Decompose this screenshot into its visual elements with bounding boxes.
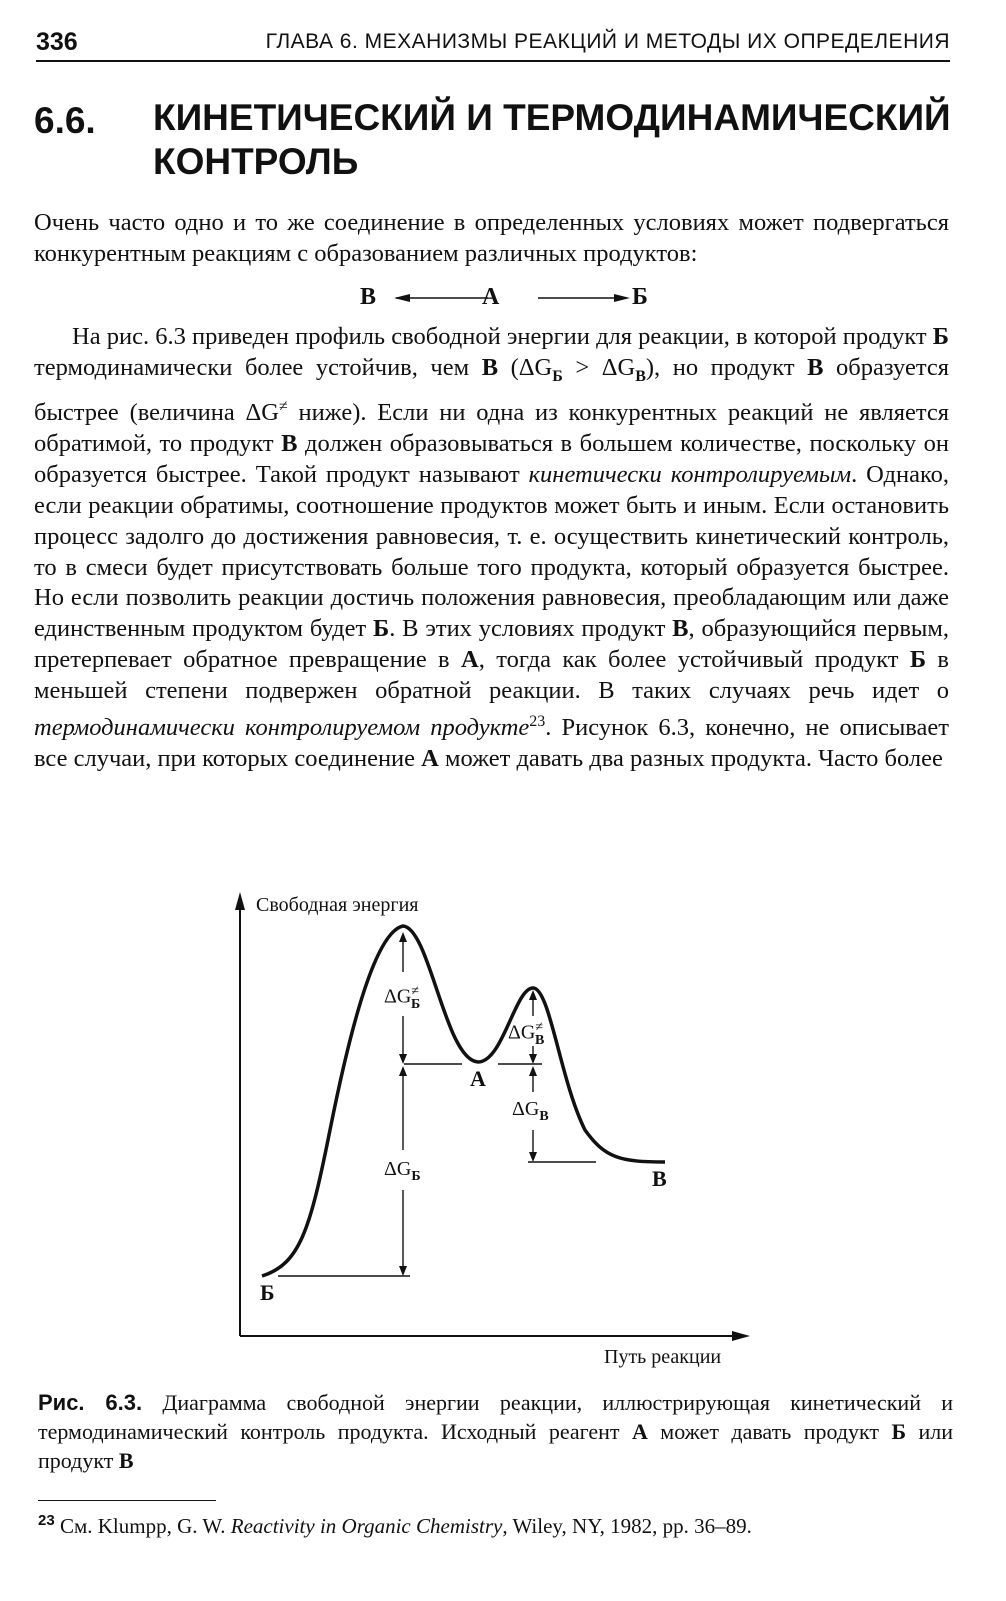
section-number: 6.6. [34,100,96,141]
label-dg-b: $\Delta G_Б$ [384,1158,421,1184]
label-reactant-a: А [470,1066,486,1091]
paragraph-intro: Очень часто одно и то же соединение в определенных условиях может подвергаться конкурентным реакциям с образованием различных продуктов: [34,209,949,267]
footnote: $^{23}$ См. Klumpp, G. W. Reactivity in Organic Chemistry, Wiley, NY, 1982, pp. 36–89. [38,1512,752,1538]
running-head: ГЛАВА 6. МЕХАНИЗМЫ РЕАКЦИЙ И МЕТОДЫ ИХ ОПРЕДЕЛЕНИЯ [265,30,950,53]
page-number: 336 [36,28,78,56]
footnote-rule [38,1500,216,1501]
page-header [36,28,950,62]
energy-profile-curve [262,926,665,1276]
y-axis-arrowhead [235,892,245,910]
x-axis-arrowhead [732,1331,750,1341]
label-product-b: Б [260,1280,275,1305]
paragraph-main: На рис. 6.3 приведен профиль свободной энергии для реакции, в которой продукт Б термодинамически более устойчив, чем В $(\Delta G_Б > \Delta G_В)$, но продукт В образуется быстрее (величина ΔG≠ ниже). Если ни одна из конкурентных реакций не является обратимой, то продукт В должен образовываться в большем количестве, поскольку он образуется быстрее. Такой продукт называют кинетически контролируемым. Однако, если реакции обратимы, соотношение продуктов может быть и иным. Если остановить процесс задолго до достижения равновесия, т. е. осуществить кинетический контроль, то в смеси будет присутствовать больше того продукта, который образуется быстрее. Но если позволить реакции достичь положения равновесия, преобладающим или даже единственным продуктом будет Б. В этих условиях продукт В, образующийся первым, претерпевает обратное превращение в А, тогда как более устойчивый продукт Б в меньшей степени подвержен обратной реакции. В таких случаях речь идет о термодинамически контролируемом продукте$^{23}$. Рисунок 6.3, конечно, не описывает все случаи, при которых соединение А может давать два разных продукта. Часто более [34,323,950,772]
energy-diagram-figure [200,880,780,1380]
x-axis-label: Путь реакции [604,1346,722,1368]
label-dg-ts-v: $\Delta G^\ne_В$ [508,1020,545,1048]
scheme-product-b: Б [632,284,648,310]
label-dg-ts-b: $\Delta G^\ne_Б$ [384,984,421,1012]
section-title: КИНЕТИЧЕСКИЙ И ТЕРМОДИНАМИЧЕСКИЙ КОНТРОЛЬ [153,97,951,182]
scheme-product-v: В [360,284,377,310]
scheme-reactant-a: А [482,284,500,310]
scheme-arrows [392,290,632,306]
y-axis-label: Свободная энергия [256,894,419,916]
label-dg-v: $\Delta G_В$ [512,1098,549,1124]
figure-caption: Рис. 6.3. Диаграмма свободной энергии реакции, иллюстрирующая кинетический и термодинамический контроль продукта. Исходный реагент А может давать продукт Б или продукт В [38,1390,954,1473]
energy-diagram [200,880,780,1380]
label-product-v: В [652,1166,667,1191]
